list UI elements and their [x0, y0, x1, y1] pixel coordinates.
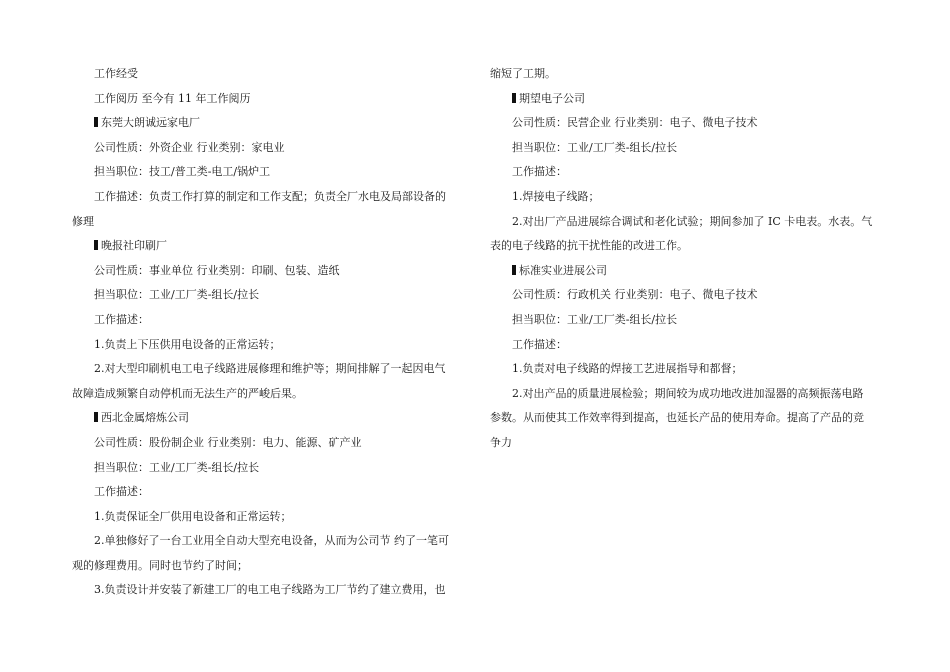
company-name: 东莞大朗诚远家电厂	[101, 116, 200, 130]
paragraph-line: 担当职位：技工/普工类-电工/锅炉工	[94, 165, 271, 179]
paragraph-continuation: 缩短了工期。	[490, 67, 556, 80]
paragraph-line: 公司性质：事业单位 行业类别：印刷、包装、造纸	[94, 263, 340, 277]
heading-marker-icon	[512, 93, 516, 103]
paragraph-line: 3.负责设计并安装了新建工厂的电工电子线路为工厂节约了建立费用，也	[94, 583, 446, 597]
company-name: 西北金属熔炼公司	[101, 411, 189, 425]
paragraph-continuation: 争力	[490, 435, 512, 449]
paragraph-line: 工作阅历 至今有 11 年工作阅历	[94, 91, 251, 105]
paragraph-line: 工作描述：	[512, 165, 567, 179]
company-heading	[72, 111, 462, 136]
paragraph-line: 2.对出厂产品进展综合调试和老化试验；期间参加了 IC 卡电表。水表。气	[512, 214, 873, 228]
paragraph-continuation: 观的修理费用。同时也节约了时间；	[72, 558, 248, 572]
paragraph-line: 工作描述：	[512, 337, 567, 351]
paragraph-line: 工作描述：负责工作打算的制定和工作支配；负责全厂水电及局部设备的	[94, 189, 446, 203]
paragraph-continuation: 参数。从而使其工作效率得到提高，也延长产品的使用寿命。提高了产品的竞	[490, 411, 864, 425]
company-heading	[72, 234, 462, 259]
paragraph-line: 1.负责保证全厂供用电设备和正常运转；	[94, 509, 292, 523]
paragraph-line: 2.对大型印刷机电工电子线路进展修理和维护等；期间排解了一起因电气	[94, 362, 446, 376]
paragraph-line: 担当职位：工业/工厂类-组长/拉长	[512, 312, 678, 326]
company-heading	[490, 87, 880, 112]
paragraph-line: 公司性质：民营企业 行业类别：电子、微电子技术	[512, 116, 758, 130]
paragraph-line: 公司性质：行政机关 行业类别：电子、微电子技术	[512, 288, 758, 302]
paragraph-line: 担当职位：工业/工厂类-组长/拉长	[94, 460, 260, 474]
company-heading	[490, 259, 880, 284]
paragraph-line: 担当职位：工业/工厂类-组长/拉长	[94, 288, 260, 302]
heading-marker-icon	[512, 265, 516, 275]
paragraph-line: 1.负责对电子线路的焊接工艺进展指导和都督；	[512, 362, 743, 376]
paragraph-line: 工作描述：	[94, 485, 149, 499]
paragraph-line: 1.焊接电子线路；	[512, 189, 600, 203]
company-heading	[72, 406, 462, 431]
paragraph-line: 担当职位：工业/工厂类-组长/拉长	[512, 140, 678, 154]
paragraph-continuation: 修理	[72, 214, 94, 228]
heading-marker-icon	[94, 240, 98, 250]
paragraph-line: 公司性质：外资企业 行业类别：家电业	[94, 140, 285, 154]
paragraph-line: 工作经受	[94, 67, 138, 80]
company-name: 标准实业进展公司	[519, 263, 607, 277]
paragraph-line: 2.单独修好了一台工业用全自动大型充电设备，从而为公司节 约了一笔可	[94, 534, 449, 548]
right-column	[490, 62, 880, 456]
paragraph-continuation: 故障造成频繁自动停机而无法生产的严峻后果。	[72, 386, 303, 400]
heading-marker-icon	[94, 117, 98, 127]
paragraph-line: 1.负责上下压供用电设备的正常运转；	[94, 337, 281, 351]
paragraph-line: 2.对出产品的质量进展检验；期间较为成功地改进加湿器的高频振荡电路	[512, 386, 864, 400]
paragraph-line: 工作描述：	[94, 312, 149, 326]
company-name: 晚报社印刷厂	[101, 239, 167, 253]
company-name: 期望电子公司	[519, 91, 585, 105]
paragraph-line: 公司性质：股份制企业 行业类别：电力、能源、矿产业	[94, 435, 362, 449]
heading-marker-icon	[94, 412, 98, 422]
left-column	[72, 62, 462, 603]
paragraph-continuation: 表的电子线路的抗干扰性能的改进工作。	[490, 239, 688, 253]
